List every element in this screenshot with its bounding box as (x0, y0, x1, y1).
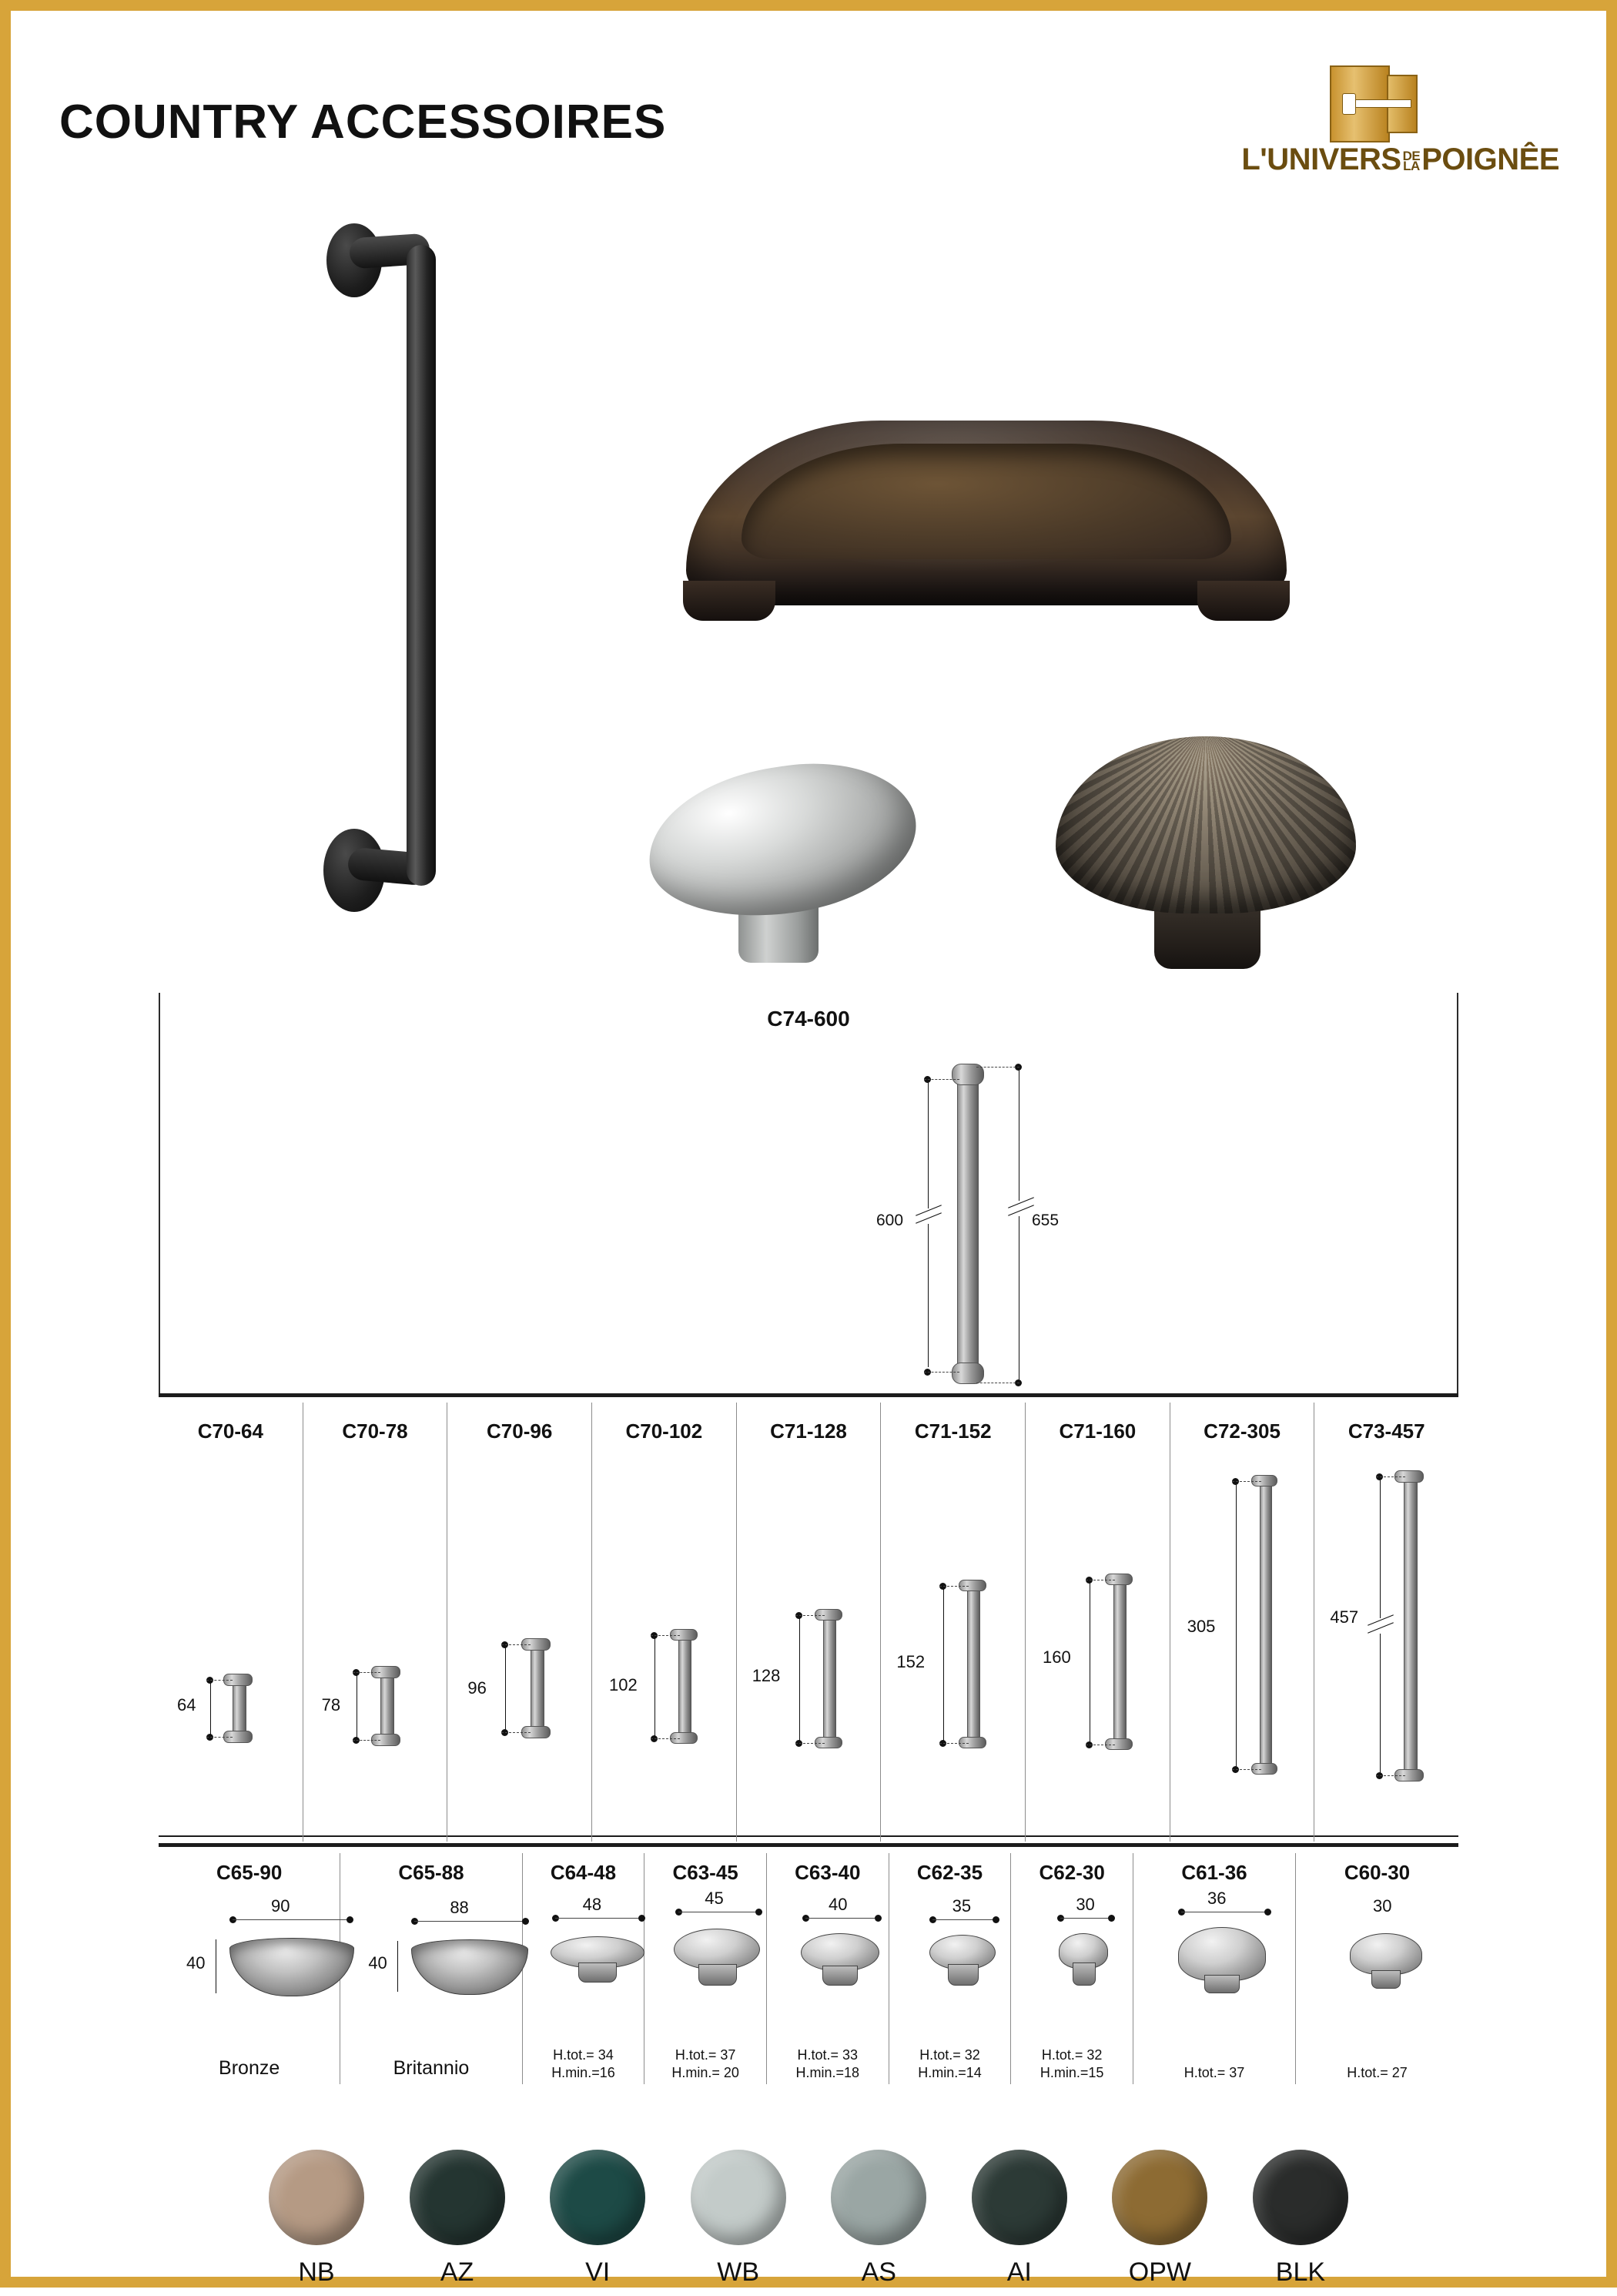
drawing-c71-128 (737, 1464, 881, 1837)
finish-swatch-blk[interactable] (1243, 2150, 1358, 2288)
product-cell-c63-45[interactable] (644, 1853, 767, 2084)
dim-value: 128 (752, 1666, 781, 1685)
finish-code: WB (717, 2257, 760, 2287)
dim-value: 305 (1187, 1617, 1216, 1636)
product-code: C61-36 (1181, 1861, 1247, 1884)
door-handle-logo-icon (1330, 65, 1414, 139)
page-inner (22, 22, 1595, 2287)
product-cell-c65-90[interactable] (159, 1853, 340, 2084)
drawing-c71-160 (1026, 1464, 1170, 1837)
dim-value: 102 (609, 1675, 638, 1694)
brand-logo (1159, 62, 1559, 186)
product-code: C65-88 (398, 1861, 464, 1884)
finishes-section (159, 2150, 1458, 2296)
dim-width: 90 (271, 1896, 290, 1916)
dim-width: 30 (1372, 1896, 1392, 1916)
dim-value: 457 (1330, 1607, 1359, 1627)
dim-height: 40 (368, 1953, 387, 1973)
featured-dim-right: 655 (1032, 1212, 1060, 1229)
spec-lines: H.tot.= 33 H.min.=18 (795, 2047, 860, 2080)
dim-value: 64 (177, 1695, 196, 1714)
finish-color-dot (691, 2150, 786, 2245)
product-code: C63-40 (795, 1861, 861, 1884)
brand-wordmark (1241, 142, 1559, 177)
drawing-c71-152 (881, 1464, 1025, 1837)
product-code: C64-48 (550, 1861, 617, 1884)
material-label: Bronze (219, 2057, 280, 2079)
finish-code: NB (298, 2257, 335, 2287)
finish-code: AI (1006, 2257, 1032, 2287)
product-code: C70-96 (487, 1419, 553, 1443)
dim-value: 152 (896, 1652, 926, 1671)
finish-code: VI (585, 2257, 611, 2287)
dim-width: 88 (450, 1898, 469, 1917)
product-code: C73-457 (1348, 1419, 1425, 1443)
brand-tail: POIGNÊE (1421, 142, 1559, 176)
featured-technical-drawing (160, 1047, 1457, 1386)
product-cell-c70-102[interactable] (592, 1403, 737, 1842)
drawing-c70-102 (592, 1464, 736, 1837)
product-code: C70-64 (197, 1419, 263, 1443)
product-code: C72-305 (1204, 1419, 1281, 1443)
product-cell-c70-64[interactable] (159, 1403, 303, 1842)
spec-lines: H.tot.= 37 (1183, 2064, 1245, 2080)
featured-dim-left: 600 (876, 1212, 904, 1229)
finish-swatch-as[interactable] (821, 2150, 936, 2288)
spec-lines: H.tot.= 32 H.min.=15 (1040, 2047, 1104, 2080)
brand-main: L'UNIVERS (1241, 142, 1401, 176)
product-cell-c70-96[interactable] (447, 1403, 592, 1842)
divider-rule-2 (159, 1843, 1458, 1847)
product-code: C71-152 (914, 1419, 992, 1443)
dim-width: 35 (952, 1896, 972, 1916)
product-cell-c62-35[interactable] (889, 1853, 1012, 2084)
spec-lines: H.tot.= 27 (1347, 2064, 1408, 2080)
knobs-row (159, 1853, 1458, 2084)
product-code: C60-30 (1344, 1861, 1411, 1884)
product-cell-c60-30[interactable] (1296, 1853, 1458, 2084)
finish-code: OPW (1128, 2257, 1191, 2287)
shell-knob-photo (1056, 736, 1364, 990)
finish-code: AZ (440, 2257, 474, 2287)
product-code: C63-45 (672, 1861, 738, 1884)
product-code: C62-35 (916, 1861, 983, 1884)
product-cell-c62-30[interactable] (1011, 1853, 1133, 2084)
cup-pull-photo (671, 413, 1302, 636)
oval-knob-photo (640, 759, 940, 990)
dim-width: 45 (705, 1889, 724, 1908)
product-cell-c65-88[interactable] (340, 1853, 522, 2084)
product-code: C65-90 (216, 1861, 283, 1884)
product-cell-c64-48[interactable] (523, 1853, 645, 2084)
finish-swatch-az[interactable] (400, 2150, 515, 2288)
finish-swatch-nb[interactable] (259, 2150, 374, 2288)
product-code: C70-102 (625, 1419, 703, 1443)
drawing-c70-78 (303, 1464, 447, 1837)
product-cell-c73-457[interactable] (1314, 1403, 1458, 1842)
drawing-c72-305 (1170, 1464, 1314, 1837)
page-header (24, 62, 1593, 201)
dim-width: 40 (828, 1895, 848, 1914)
finish-color-dot (1253, 2150, 1348, 2245)
spec-lines: H.tot.= 37 H.min.= 20 (671, 2047, 739, 2080)
product-cell-c63-40[interactable] (767, 1853, 889, 2084)
brand-de-la: DE LA (1402, 148, 1421, 174)
finish-swatch-vi[interactable] (540, 2150, 655, 2288)
product-code: C71-160 (1059, 1419, 1137, 1443)
product-code: C62-30 (1039, 1861, 1105, 1884)
divider-rule-1 (159, 1393, 1458, 1397)
product-code: C70-78 (342, 1419, 408, 1443)
finish-color-dot (1112, 2150, 1207, 2245)
dim-value: 96 (467, 1678, 487, 1698)
product-cell-c71-160[interactable] (1026, 1403, 1170, 1842)
finish-swatch-opw[interactable] (1102, 2150, 1217, 2288)
page-title: COUNTRY ACCESSOIRES (59, 96, 667, 149)
finish-color-dot (972, 2150, 1067, 2245)
finish-color-dot (550, 2150, 645, 2245)
featured-drawing-section (159, 993, 1458, 1393)
finish-color-dot (831, 2150, 926, 2245)
spec-lines: H.tot.= 32 H.min.=14 (918, 2047, 982, 2080)
finish-code: BLK (1275, 2257, 1326, 2287)
finish-swatch-wb[interactable] (681, 2150, 796, 2288)
drawing-c70-64 (159, 1464, 303, 1837)
product-cell-c72-305[interactable] (1170, 1403, 1315, 1842)
product-photos (24, 189, 1593, 990)
long-pull-handle-photo (313, 205, 505, 944)
drawing-c70-96 (447, 1464, 591, 1837)
dim-width: 30 (1076, 1895, 1095, 1914)
finish-color-dot (269, 2150, 364, 2245)
product-cell-c71-128[interactable] (737, 1403, 882, 1842)
dim-value: 160 (1043, 1647, 1071, 1667)
dim-height: 40 (186, 1953, 206, 1973)
dim-width: 48 (582, 1895, 602, 1914)
product-cell-c70-78[interactable] (303, 1403, 448, 1842)
handles-row (159, 1403, 1458, 1842)
dim-width: 36 (1207, 1889, 1227, 1908)
product-cell-c71-152[interactable] (881, 1403, 1026, 1842)
drawing-c73-457 (1314, 1464, 1458, 1837)
finish-color-dot (410, 2150, 505, 2245)
finish-code: AS (861, 2257, 896, 2287)
product-code: C71-128 (770, 1419, 847, 1443)
product-cell-c61-36[interactable] (1133, 1853, 1296, 2084)
spec-lines: H.tot.= 34 H.min.=16 (551, 2047, 615, 2080)
featured-code: C74-600 (767, 1007, 850, 1031)
material-label: Britannio (393, 2057, 470, 2079)
dim-value: 78 (321, 1695, 341, 1714)
finish-swatch-ai[interactable] (962, 2150, 1077, 2288)
